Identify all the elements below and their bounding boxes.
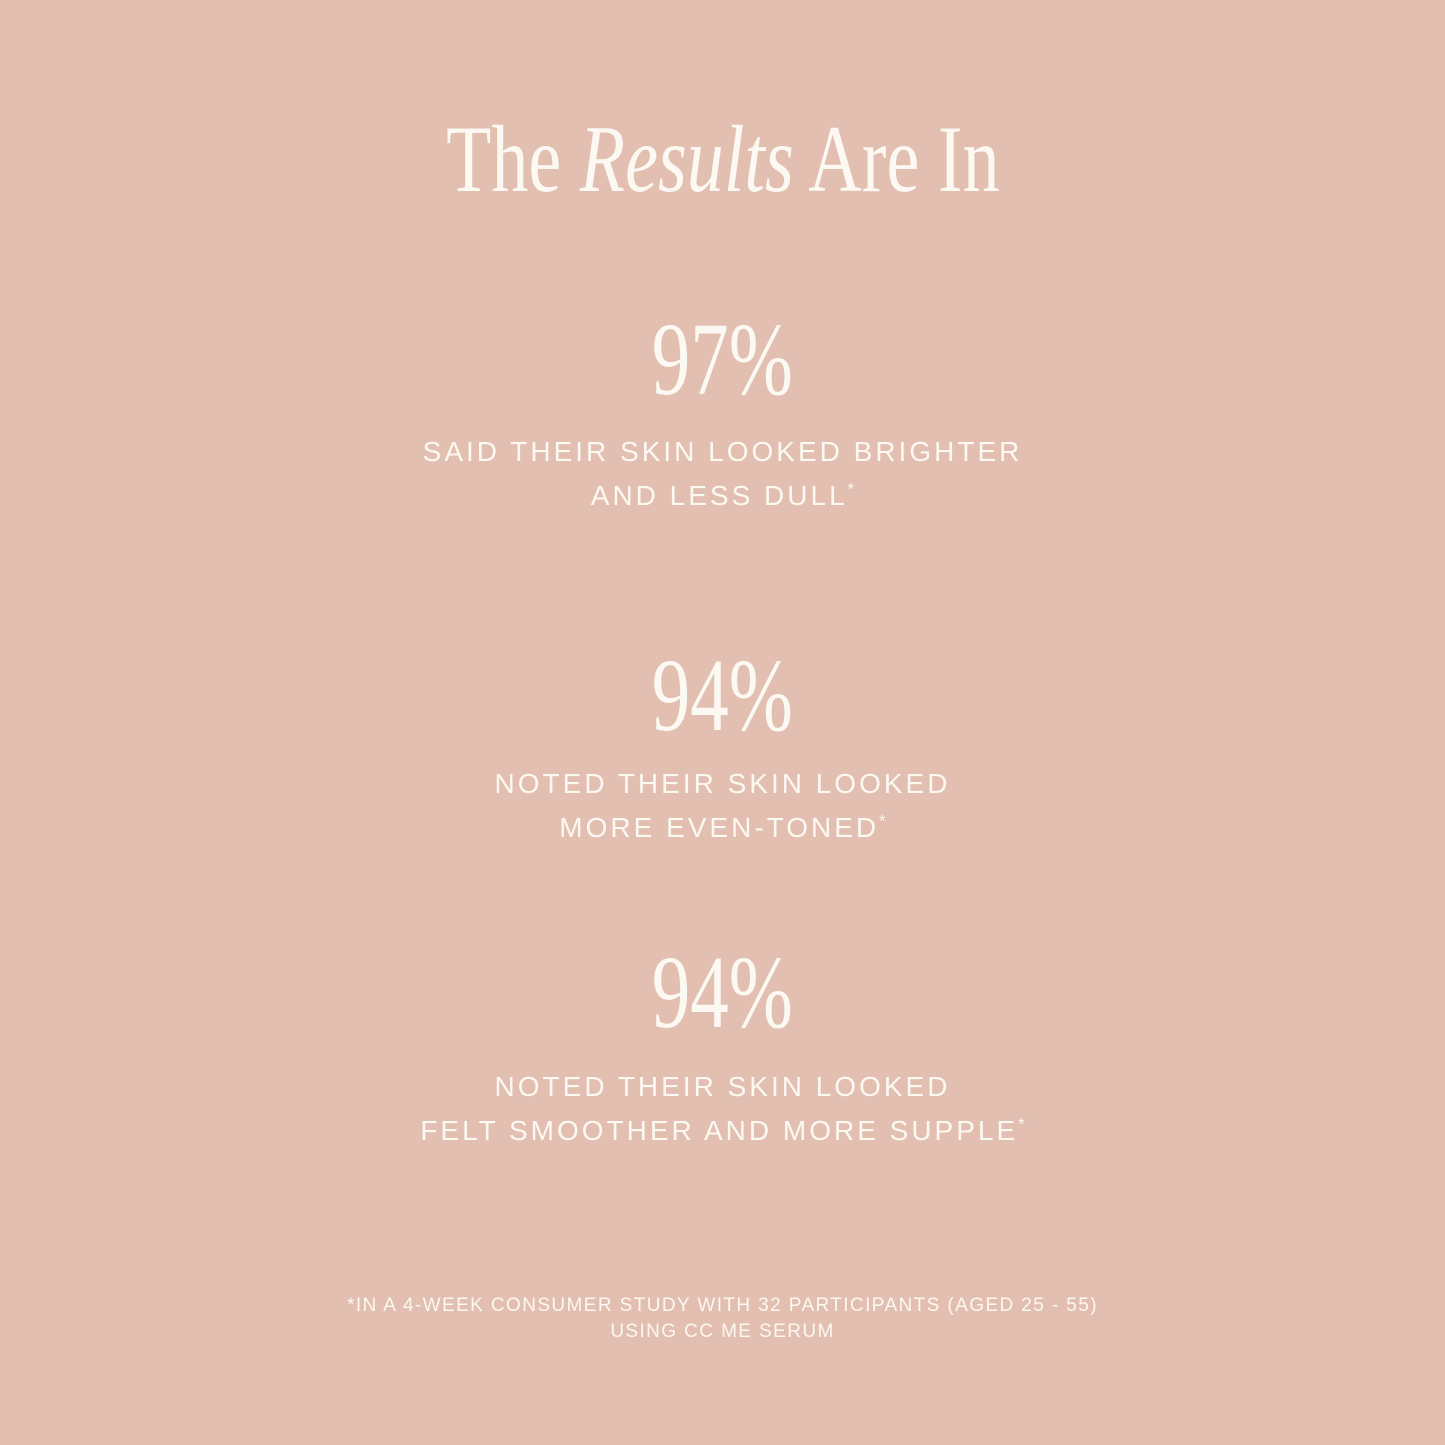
stat-description-line2: AND LESS DULL [590, 480, 848, 511]
study-footnote [347, 1293, 1098, 1345]
footnote-marker: * [879, 811, 886, 831]
stat-description-line1: SAID THEIR SKIN LOOKED BRIGHTER [422, 436, 1023, 467]
stat-description-line1: NOTED THEIR SKIN LOOKED [494, 768, 951, 799]
stat-description [420, 1065, 1024, 1153]
stat-description [495, 762, 951, 850]
stat-value: 94% [651, 935, 794, 1050]
footnote-marker: * [847, 479, 855, 499]
stat-value: 97% [651, 302, 794, 417]
stat-description [423, 430, 1023, 518]
stat-block-brighter [422, 302, 1023, 518]
stat-description-line2: FELT SMOOTHER AND MORE SUPPLE [420, 1115, 1019, 1146]
stat-value: 94% [651, 638, 794, 753]
stat-description-line2: MORE EVEN-TONED [559, 812, 880, 843]
title-prefix: The [445, 106, 580, 212]
title-suffix: Are In [793, 106, 1000, 212]
footnote-line1: *IN A 4-WEEK CONSUMER STUDY WITH 32 PARTICIPANTS (AGED 25 - 55) [347, 1295, 1098, 1316]
footnote-marker: * [1018, 1114, 1025, 1134]
stat-block-even-toned [494, 638, 951, 850]
stat-description-line1: NOTED THEIR SKIN LOOKED [494, 1071, 951, 1102]
stat-block-smoother [420, 935, 1025, 1153]
page-title [445, 106, 1000, 212]
footnote-line2: USING CC ME SERUM [610, 1321, 835, 1342]
title-emphasis: Results [579, 106, 794, 212]
